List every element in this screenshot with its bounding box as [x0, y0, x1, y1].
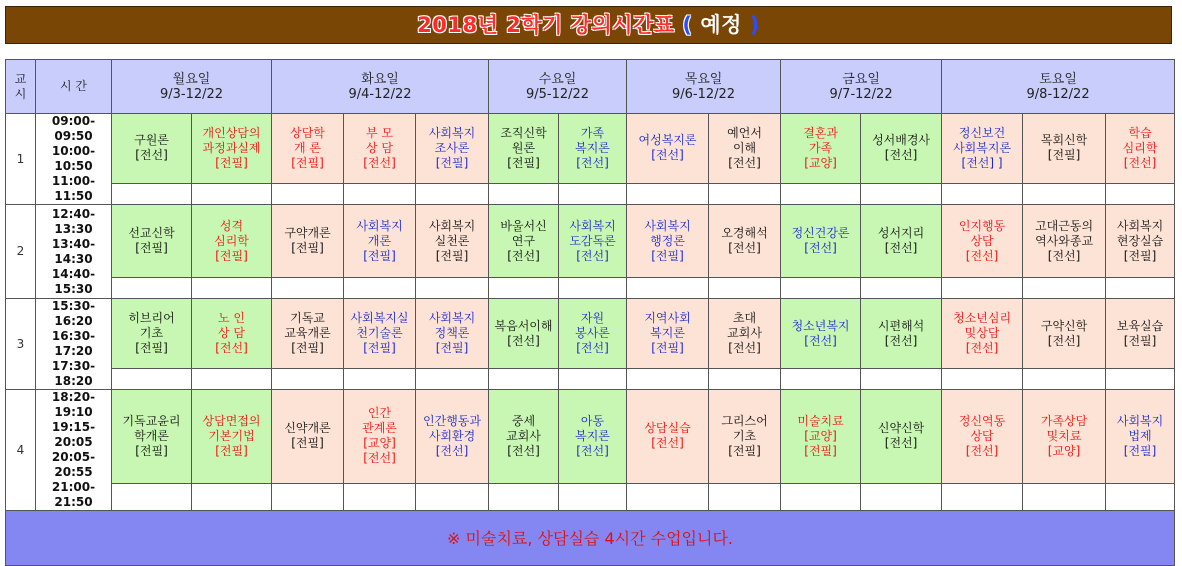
course-name: 성격 심리학: [214, 218, 249, 248]
course-type-tag: [교양]: [804, 155, 837, 170]
course-cell: [416, 205, 489, 278]
course-type-tag: [교양]: [1047, 443, 1081, 458]
course-cell: [489, 390, 559, 484]
blank-cell: [861, 183, 942, 204]
course-cell: [1023, 205, 1106, 278]
course-name: 기독교윤리 학개론: [122, 413, 181, 443]
course-cell: [942, 299, 1023, 369]
blank-cell: [627, 483, 709, 510]
course-name: 성서지리: [877, 226, 925, 240]
course-name: 가족 복지론: [575, 125, 610, 155]
course-name: 사회복지 법제: [1116, 413, 1164, 443]
blank-cell: [709, 369, 781, 390]
course-type-tag: [전선]: [1047, 248, 1081, 263]
blank-cell: [861, 369, 942, 390]
course-name: 미술치료: [797, 413, 844, 428]
period-number: 2: [6, 205, 36, 299]
period-times: [36, 205, 112, 299]
course-cell: [112, 390, 192, 484]
period-times: [36, 114, 112, 205]
course-name: 사회복지 도감독론: [569, 218, 616, 248]
course-type-tag: [전필]: [363, 341, 396, 355]
schedule-title: 2018년 2학기 강의시간표: [417, 13, 675, 37]
course-cell: [627, 114, 709, 184]
course-type-tag: [전선]: [728, 341, 761, 355]
day-date-range: 9/6-12/22: [672, 86, 736, 102]
course-cell: [416, 390, 489, 484]
blank-cell: [344, 183, 416, 204]
course-type-tag: [전필]: [291, 155, 324, 170]
course-cell: [942, 390, 1023, 484]
time-slot: 13:40-14:30: [51, 236, 96, 266]
course-cell: [489, 299, 559, 369]
course-cell: [416, 114, 489, 184]
course-name: 구약신학: [1040, 318, 1088, 333]
course-cell: [1106, 299, 1175, 369]
course-cell: [861, 205, 942, 278]
course-type-tag: [교양] [전필]: [804, 428, 837, 458]
title-status-word: 예정: [700, 13, 742, 37]
course-name: 부 모 상 담: [366, 125, 394, 155]
course-name: 상담면접의 기본기법: [202, 413, 261, 443]
course-name: 상담실습: [644, 421, 691, 436]
course-name: 사회복지 실천론: [428, 218, 476, 248]
title-paren-close: ): [749, 13, 760, 37]
course-type-tag: [교양] [전선]: [363, 436, 396, 466]
course-cell: [781, 114, 861, 184]
course-type-tag: [전필]: [728, 443, 761, 458]
course-name: 신약개론: [284, 421, 331, 436]
course-type-tag: [전선]: [363, 155, 396, 170]
course-cell: [1023, 114, 1106, 184]
course-cell: [272, 114, 344, 184]
course-type-tag: [전선]: [728, 155, 761, 170]
course-type-tag: [전필]: [291, 341, 324, 355]
day-name: 월요일: [172, 71, 211, 87]
blank-cell: [344, 483, 416, 510]
course-type-tag: [전선] ]: [961, 155, 1003, 170]
course-type-tag: [전선]: [215, 341, 248, 355]
blank-cell: [781, 278, 861, 299]
course-type-tag: [전선]: [651, 436, 684, 451]
course-cell: [1106, 114, 1175, 184]
blank-cell: [1106, 183, 1175, 204]
time-slot: 19:15-20:05: [51, 420, 96, 449]
course-name: 바울서신 연구: [500, 218, 547, 248]
time-slot: 10:00-10:50: [51, 144, 96, 173]
course-name: 사회복지 행정론: [644, 218, 691, 248]
course-cell: [416, 299, 489, 369]
footer-note: ※ 미술치료, 상담실습 4시간 수업입니다.: [447, 528, 733, 548]
course-cell: [192, 299, 272, 369]
course-cell: [1106, 205, 1175, 278]
blank-cell: [112, 278, 192, 299]
day-date-range: 9/5-12/22: [525, 86, 590, 102]
course-cell: [272, 390, 344, 484]
course-cell: [559, 114, 627, 184]
course-type-tag: [전선]: [507, 443, 540, 458]
course-cell: [781, 205, 861, 278]
blank-cell: [489, 483, 559, 510]
blank-cell: [627, 369, 709, 390]
course-name: 학습 심리학: [1122, 125, 1158, 155]
course-type-tag: [전선]: [884, 333, 918, 348]
course-type-tag: [전선]: [507, 333, 540, 348]
course-name: 선교신학: [128, 226, 175, 240]
course-type-tag: [전필]: [291, 436, 324, 451]
time-slot: 21:00-21:50: [51, 480, 96, 509]
course-name: 시편해석: [877, 318, 925, 333]
course-name: 기독교 교육개론: [284, 311, 331, 340]
time-slot: 11:00-11:50: [51, 174, 96, 203]
blank-cell: [942, 183, 1023, 204]
period-number: 4: [6, 390, 36, 511]
blank-cell: [489, 369, 559, 390]
course-name: 고대근동의 역사와종교: [1035, 218, 1094, 248]
blank-cell: [781, 369, 861, 390]
course-type-tag: [전필]: [435, 341, 469, 355]
blank-cell: [416, 278, 489, 299]
period-number: 1: [6, 114, 36, 205]
course-type-tag: [전필]: [1123, 333, 1157, 348]
course-name: 정신역동 상담: [958, 413, 1006, 443]
course-type-tag: [전선]: [135, 148, 168, 163]
course-name: 인간행동과 사회환경: [423, 413, 481, 443]
course-type-tag: [전선]: [804, 241, 837, 255]
day-date-range: 9/8-12/22: [1026, 86, 1090, 102]
period-times: [36, 299, 112, 390]
course-cell: [112, 114, 192, 184]
course-cell: [627, 205, 709, 278]
course-name: 자원 봉사론: [575, 311, 610, 340]
blank-cell: [112, 369, 192, 390]
course-name: 조직신학 원론: [500, 125, 547, 155]
course-cell: [942, 114, 1023, 184]
blank-cell: [709, 183, 781, 204]
course-cell: [861, 299, 942, 369]
course-type-tag: [전선]: [576, 155, 609, 170]
blank-cell: [559, 278, 627, 299]
period-times: [36, 390, 112, 511]
course-name: 결혼과 가족: [803, 125, 838, 155]
course-type-tag: [전선]: [1123, 155, 1157, 170]
course-name: 복음서이해: [494, 318, 553, 333]
course-type-tag: [전필]: [507, 155, 540, 170]
course-type-tag: [전선]: [576, 248, 609, 263]
time-slot: 20:05-20:55: [51, 450, 96, 479]
header-time: 시 간: [36, 60, 112, 114]
blank-cell: [627, 278, 709, 299]
blank-cell: [344, 278, 416, 299]
blank-cell: [1106, 483, 1175, 510]
course-cell: [344, 299, 416, 369]
course-type-tag: [전선]: [884, 241, 918, 255]
course-type-tag: [전필]: [215, 155, 248, 170]
course-type-tag: [전선]: [965, 341, 999, 355]
blank-cell: [1106, 369, 1175, 390]
course-name: 목회신학: [1040, 133, 1088, 148]
blank-cell: [416, 183, 489, 204]
blank-cell: [942, 369, 1023, 390]
course-cell: [559, 205, 627, 278]
blank-cell: [559, 483, 627, 510]
blank-cell: [1023, 483, 1106, 510]
course-type-tag: [전필]: [435, 248, 469, 263]
blank-cell: [489, 278, 559, 299]
course-type-tag: [전선]: [651, 148, 684, 163]
blank-cell: [416, 483, 489, 510]
course-name: 청소년심리 및상담: [953, 311, 1012, 340]
title-paren-open: (: [682, 13, 693, 37]
course-type-tag: [전선]: [576, 443, 609, 458]
day-name: 화요일: [361, 71, 399, 87]
course-name: 여성복지론: [638, 133, 697, 148]
course-type-tag: [전선]: [884, 436, 918, 451]
course-cell: [781, 299, 861, 369]
time-slot: 18:20-19:10: [51, 390, 96, 419]
course-name: 사회복지 정책론: [428, 311, 476, 340]
course-type-tag: [전선]: [884, 148, 918, 163]
blank-cell: [192, 483, 272, 510]
time-slot: 09:00-09:50: [51, 114, 96, 143]
course-name: 신약신학: [877, 421, 925, 436]
course-cell: [344, 114, 416, 184]
day-date-range: 9/7-12/22: [829, 86, 893, 102]
course-name: 사회복지 조사론: [428, 125, 476, 155]
course-name: 그리스어 기초: [721, 413, 768, 443]
blank-cell: [272, 483, 344, 510]
blank-cell: [709, 483, 781, 510]
time-slot: 14:40-15:30: [51, 266, 96, 296]
blank-cell: [627, 183, 709, 204]
blank-cell: [112, 483, 192, 510]
course-cell: [344, 205, 416, 278]
course-type-tag: [전필]: [651, 341, 684, 355]
course-name: 보육실습: [1116, 318, 1164, 333]
blank-cell: [1023, 369, 1106, 390]
timetable: [5, 59, 1175, 566]
header-day: [489, 60, 627, 114]
course-type-tag: [전필]: [651, 248, 684, 263]
day-date-range: 9/3-12/22: [159, 86, 224, 102]
course-name: 오경해석: [721, 226, 768, 240]
course-name: 사회복지실 천기술론: [350, 311, 409, 340]
course-name: 구약개론: [284, 226, 331, 240]
blank-cell: [709, 278, 781, 299]
course-type-tag: [전선]: [507, 248, 540, 263]
day-date-range: 9/4-12/22: [348, 86, 412, 102]
course-name: 히브리어 기초: [128, 311, 175, 340]
course-cell: [1023, 390, 1106, 484]
course-cell: [709, 205, 781, 278]
course-name: 청소년복지: [791, 318, 850, 333]
blank-cell: [861, 483, 942, 510]
course-cell: [192, 205, 272, 278]
day-name: 금요일: [842, 71, 880, 87]
course-name: 인지행동 상담: [958, 218, 1006, 248]
course-cell: [344, 390, 416, 484]
header-day: [112, 60, 272, 114]
course-cell: [627, 299, 709, 369]
course-cell: [861, 390, 942, 484]
day-name: 수요일: [538, 71, 577, 87]
blank-cell: [192, 183, 272, 204]
course-type-tag: [전필]: [135, 443, 168, 458]
day-name: 목요일: [684, 71, 723, 87]
course-cell: [192, 390, 272, 484]
blank-cell: [781, 483, 861, 510]
blank-cell: [942, 278, 1023, 299]
blank-cell: [272, 369, 344, 390]
course-cell: [781, 390, 861, 484]
period-number: 3: [6, 299, 36, 390]
header-day: [272, 60, 489, 114]
blank-cell: [272, 183, 344, 204]
blank-cell: [489, 183, 559, 204]
blank-cell: [1106, 278, 1175, 299]
course-type-tag: [전필]: [363, 248, 396, 263]
course-cell: [709, 390, 781, 484]
course-cell: [559, 390, 627, 484]
course-cell: [709, 299, 781, 369]
time-slot: 12:40-13:30: [51, 206, 96, 236]
header-day: [781, 60, 942, 114]
blank-cell: [861, 278, 942, 299]
time-slot: 16:30-17:20: [51, 329, 96, 358]
course-cell: [489, 205, 559, 278]
course-name: 구원론: [134, 133, 169, 148]
header-day: [627, 60, 781, 114]
course-type-tag: [전선]: [435, 443, 469, 458]
course-type-tag: [전필]: [135, 241, 168, 255]
blank-cell: [1023, 278, 1106, 299]
blank-cell: [559, 369, 627, 390]
course-type-tag: [전선]: [965, 248, 999, 263]
course-name: 정신보건 사회복지론: [953, 125, 1012, 155]
blank-cell: [192, 369, 272, 390]
course-cell: [272, 205, 344, 278]
course-name: 상담학 개 론: [290, 125, 325, 155]
course-cell: [942, 205, 1023, 278]
course-cell: [1023, 299, 1106, 369]
header-period: 교 시: [6, 60, 36, 114]
course-name: 예언서 이해: [727, 125, 762, 155]
course-name: 성서배경사: [872, 133, 931, 148]
course-name: 사회복지 개론: [356, 218, 403, 248]
blank-cell: [942, 483, 1023, 510]
course-cell: [1106, 390, 1175, 484]
course-cell: [627, 390, 709, 484]
course-type-tag: [전필]: [291, 241, 324, 255]
header-day: [942, 60, 1175, 114]
schedule-title-bar: [5, 6, 1172, 44]
blank-cell: [1023, 183, 1106, 204]
course-type-tag: [전필]: [215, 443, 248, 458]
course-name: 아동 복지론: [575, 413, 610, 443]
course-name: 인간 관계론: [362, 406, 397, 436]
footer-note-cell: [6, 511, 1175, 566]
blank-cell: [192, 278, 272, 299]
course-name: 중세 교회사: [506, 413, 541, 443]
course-name: 노 인 상 담: [218, 311, 245, 340]
course-type-tag: [전필]: [1123, 443, 1157, 458]
course-cell: [489, 114, 559, 184]
course-cell: [192, 114, 272, 184]
course-cell: [272, 299, 344, 369]
blank-cell: [112, 183, 192, 204]
course-cell: [112, 205, 192, 278]
blank-cell: [344, 369, 416, 390]
course-name: 개인상담의 과정과실제: [202, 125, 261, 155]
course-name: 지역사회 복지론: [644, 311, 691, 340]
day-name: 토요일: [1039, 71, 1077, 87]
course-cell: [709, 114, 781, 184]
course-type-tag: [전선]: [965, 443, 999, 458]
course-name: 사회복지 현장실습: [1116, 218, 1164, 248]
course-type-tag: [전선]: [804, 333, 837, 348]
course-type-tag: [전필]: [135, 341, 168, 355]
time-slot: 15:30-16:20: [51, 299, 96, 328]
blank-cell: [559, 183, 627, 204]
course-name: 가족상담 및치료: [1040, 413, 1088, 443]
course-type-tag: [전필]: [1123, 248, 1157, 263]
course-cell: [559, 299, 627, 369]
course-name: 정신건강론: [791, 226, 850, 240]
course-cell: [112, 299, 192, 369]
course-type-tag: [전필]: [215, 248, 248, 263]
course-type-tag: [전선]: [1047, 333, 1081, 348]
time-slot: 17:30-18:20: [51, 359, 96, 388]
course-name: 초대 교회사: [727, 311, 762, 340]
course-type-tag: [전필]: [435, 155, 469, 170]
course-type-tag: [전선]: [576, 341, 609, 355]
course-type-tag: [전필]: [1047, 148, 1081, 163]
course-cell: [861, 114, 942, 184]
blank-cell: [272, 278, 344, 299]
course-type-tag: [전선]: [728, 241, 761, 255]
blank-cell: [416, 369, 489, 390]
blank-cell: [781, 183, 861, 204]
